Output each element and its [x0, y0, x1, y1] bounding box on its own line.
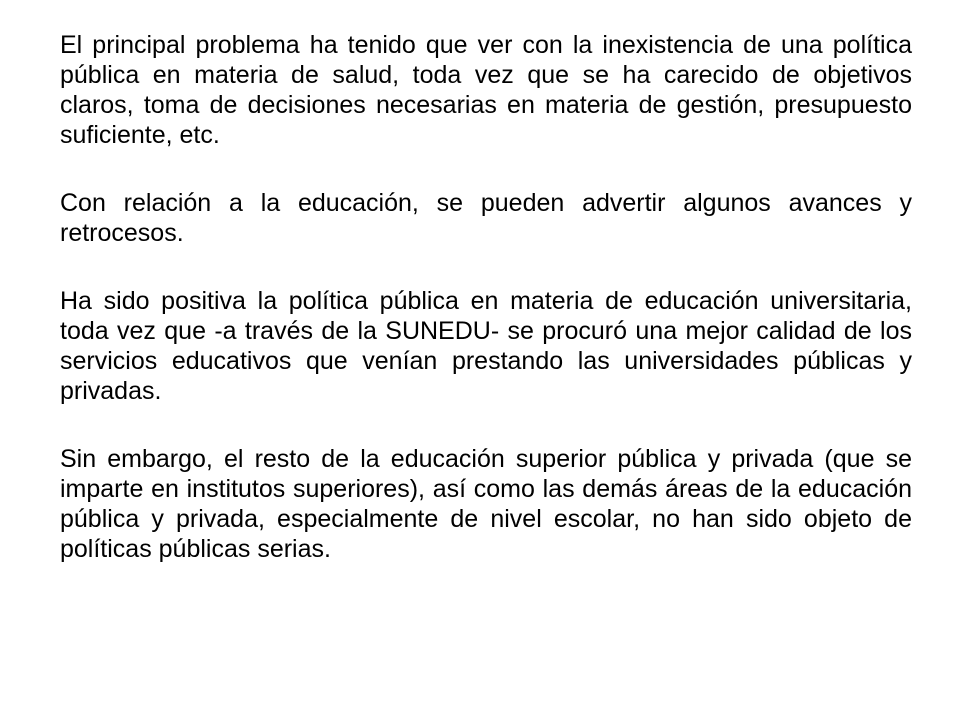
- paragraph-university-policy: Ha sido positiva la política pública en materia de educación universitaria, toda vez que -a través de la SUNEDU- se procuró una mejor calidad de los servicios educativos que venían prestando las universidades públicas y privadas.: [60, 287, 912, 405]
- paragraph-health-policy: El principal problema ha tenido que ver con la inexistencia de una política pública en materia de salud, toda vez que se ha carecido de objetivos claros, toma de decisiones necesarias en materia de gestión, presupuesto suficiente, etc.: [60, 31, 912, 149]
- slide-body: [60, 30, 912, 602]
- paragraph-education-intro: Con relación a la educación, se pueden advertir algunos avances y retrocesos.: [60, 189, 912, 247]
- paragraph-other-education: Sin embargo, el resto de la educación superior pública y privada (que se imparte en institutos superiores), así como las demás áreas de la educación pública y privada, especialmente de nivel escolar, no han sido objeto de políticas públicas serias.: [60, 445, 912, 563]
